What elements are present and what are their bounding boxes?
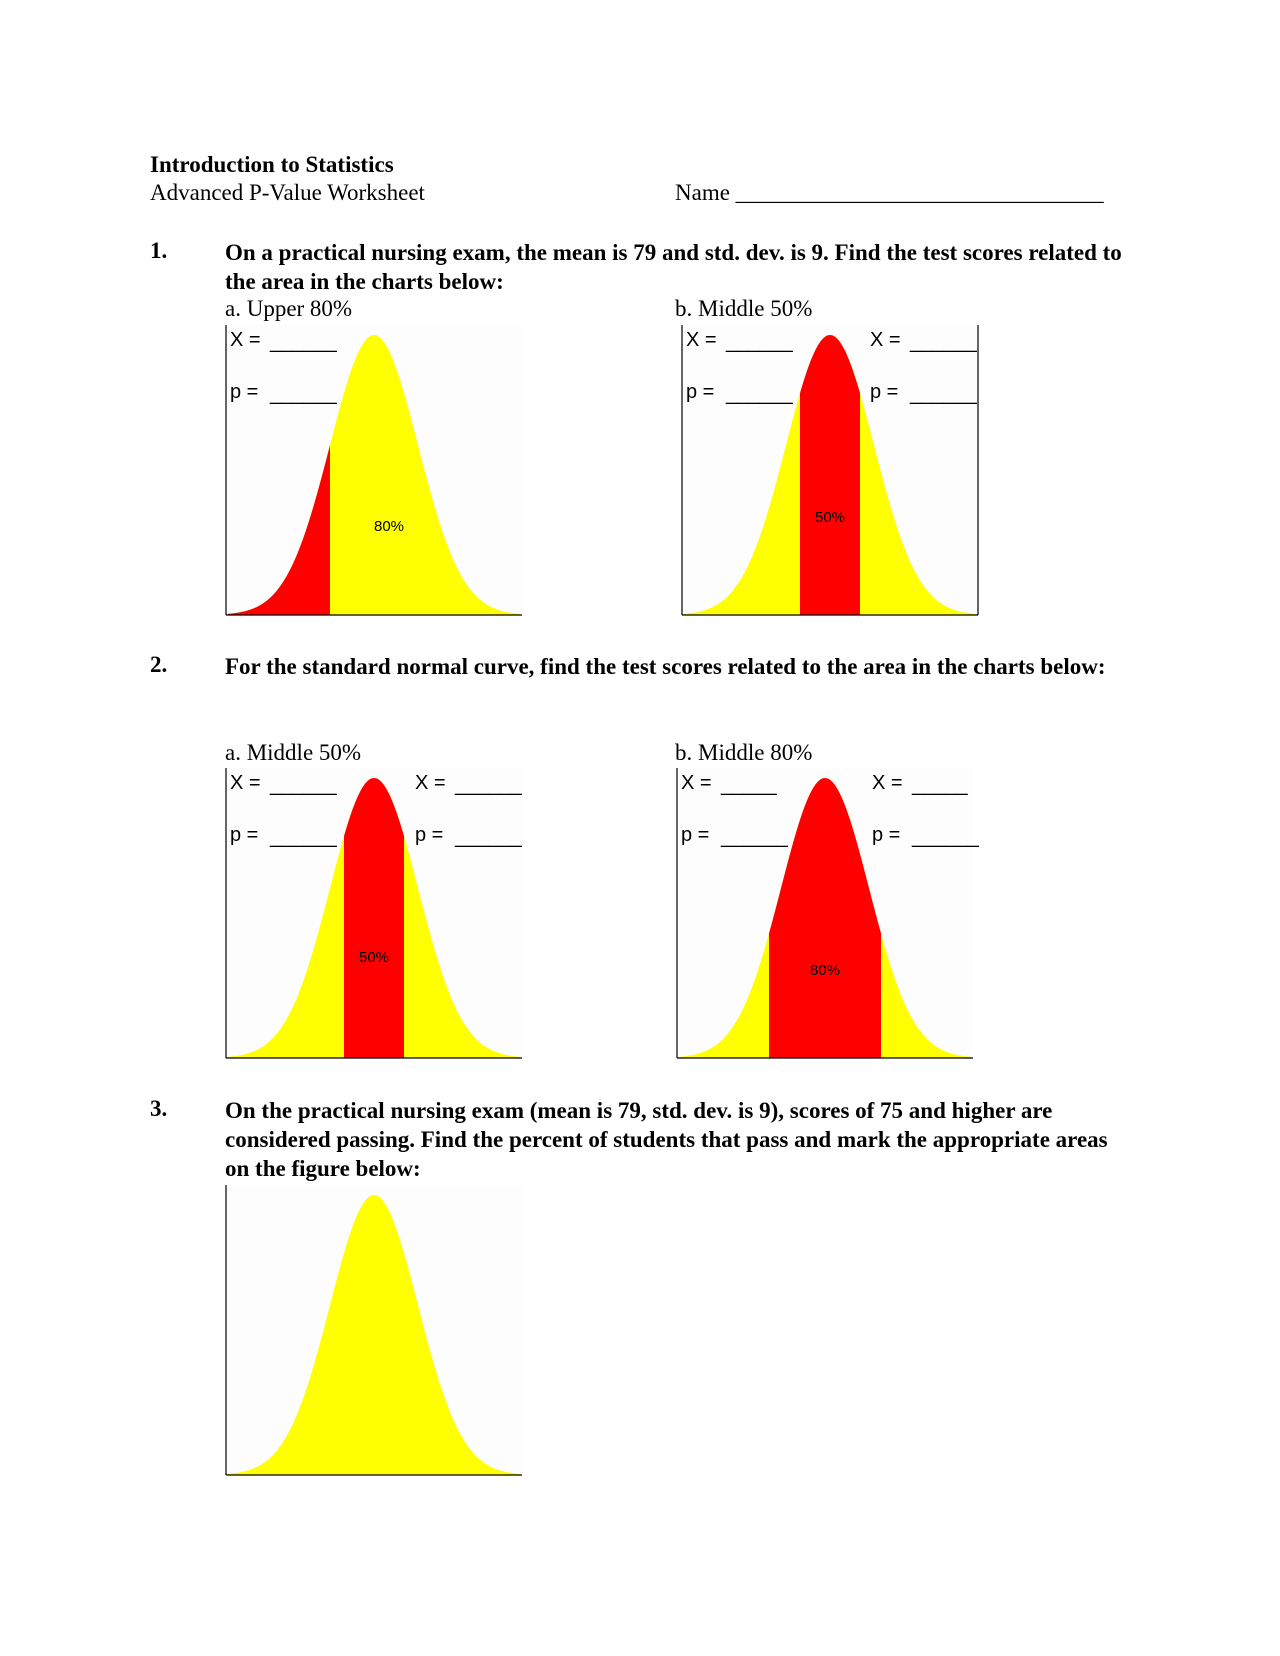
- q1a-area-label: 80%: [373, 518, 405, 535]
- q2b-area-label: 80%: [809, 962, 841, 979]
- q2b-answer-field-3[interactable]: [872, 772, 968, 796]
- q2b-field-name: p =: [872, 824, 901, 846]
- q2a-shaded-area: [344, 778, 404, 1058]
- question-3-number: 3.: [150, 1096, 168, 1121]
- q2b-field-blank: _____: [912, 774, 968, 796]
- q2b-answer-field-4[interactable]: [872, 824, 980, 848]
- worksheet-title: Advanced P-Value Worksheet: [150, 180, 425, 205]
- q2b-label: b. Middle 80%: [675, 740, 813, 765]
- q1a-label: a. Upper 80%: [225, 296, 353, 321]
- q2b-field-blank: ______: [912, 826, 979, 848]
- q1b-field-name: X =: [686, 329, 717, 351]
- q1b-answer-field-1[interactable]: [686, 329, 794, 353]
- question-3-text: On the practical nursing exam (mean is 79, std. dev. is 9), scores of 75 and higher are considered passing. Find the percent of students that pass and mark the appropriate areas on the figure below:: [225, 1098, 1108, 1181]
- q1a-field-blank: ______: [270, 331, 337, 353]
- q2a-field-blank: ______: [270, 826, 337, 848]
- q1b-field-name: p =: [870, 381, 899, 403]
- q2a-field-name: X =: [230, 772, 261, 794]
- question-1-number: 1.: [150, 238, 168, 263]
- q2a-label: a. Middle 50%: [225, 740, 362, 765]
- name-blank: ________________________________: [735, 180, 1104, 205]
- q1b-field-blank: ______: [910, 331, 977, 353]
- question-2-text: For the standard normal curve, find the test scores related to the area in the charts below:: [225, 654, 1106, 679]
- q1b-answer-field-3[interactable]: [870, 329, 978, 353]
- q1b-normal-chart: [682, 325, 978, 621]
- q1a-answer-field-2[interactable]: [230, 381, 338, 405]
- q1b-field-blank: ______: [726, 383, 793, 405]
- course-title: Introduction to Statistics: [150, 152, 394, 177]
- q2a-field-name: p =: [230, 824, 259, 846]
- q2a-answer-field-2[interactable]: [230, 824, 338, 848]
- q2a-answer-field-1[interactable]: [230, 772, 338, 796]
- q1b-answer-field-4[interactable]: [870, 381, 978, 405]
- q2a-field-blank: ______: [455, 826, 522, 848]
- q1b-shaded-area: [800, 335, 860, 615]
- question-1-text: On a practical nursing exam, the mean is 79 and std. dev. is 9. Find the test scores related to the area in the charts below:: [225, 240, 1122, 294]
- q2a-normal-chart: [226, 768, 522, 1064]
- q2a-field-name: p =: [415, 824, 444, 846]
- q1b-area-label: 50%: [814, 509, 846, 526]
- q2b-field-name: X =: [872, 772, 903, 794]
- q2b-answer-field-1[interactable]: [681, 772, 777, 796]
- q2b-field-name: X =: [681, 772, 712, 794]
- q2a-field-blank: ______: [270, 774, 337, 796]
- q2a-answer-field-4[interactable]: [415, 824, 523, 848]
- question-2-number: 2.: [150, 652, 168, 677]
- q1a-field-name: X =: [230, 329, 261, 351]
- q2a-field-blank: ______: [455, 774, 522, 796]
- q1a-normal-chart: [226, 325, 522, 621]
- q1b-field-name: X =: [870, 329, 901, 351]
- q2b-field-blank: _____: [721, 774, 777, 796]
- q2b-field-name: p =: [681, 824, 710, 846]
- q1a-answer-field-1[interactable]: [230, 329, 338, 353]
- q2a-answer-field-3[interactable]: [415, 772, 523, 796]
- name-field[interactable]: [675, 180, 1104, 206]
- name-label: Name: [675, 180, 730, 205]
- q2b-normal-chart: [677, 768, 979, 1064]
- q1b-answer-field-2[interactable]: [686, 381, 794, 405]
- q2b-field-blank: ______: [721, 826, 788, 848]
- q1b-field-blank: ______: [726, 331, 793, 353]
- q1a-field-name: p =: [230, 381, 259, 403]
- q1a-field-blank: ______: [270, 383, 337, 405]
- q1b-field-name: p =: [686, 381, 715, 403]
- q3-normal-chart: [226, 1185, 522, 1481]
- q2a-area-label: 50%: [358, 949, 390, 966]
- q1b-label: b. Middle 50%: [675, 296, 813, 321]
- q1b-field-blank: ______: [910, 383, 977, 405]
- q2b-answer-field-2[interactable]: [681, 824, 789, 848]
- q2a-field-name: X =: [415, 772, 446, 794]
